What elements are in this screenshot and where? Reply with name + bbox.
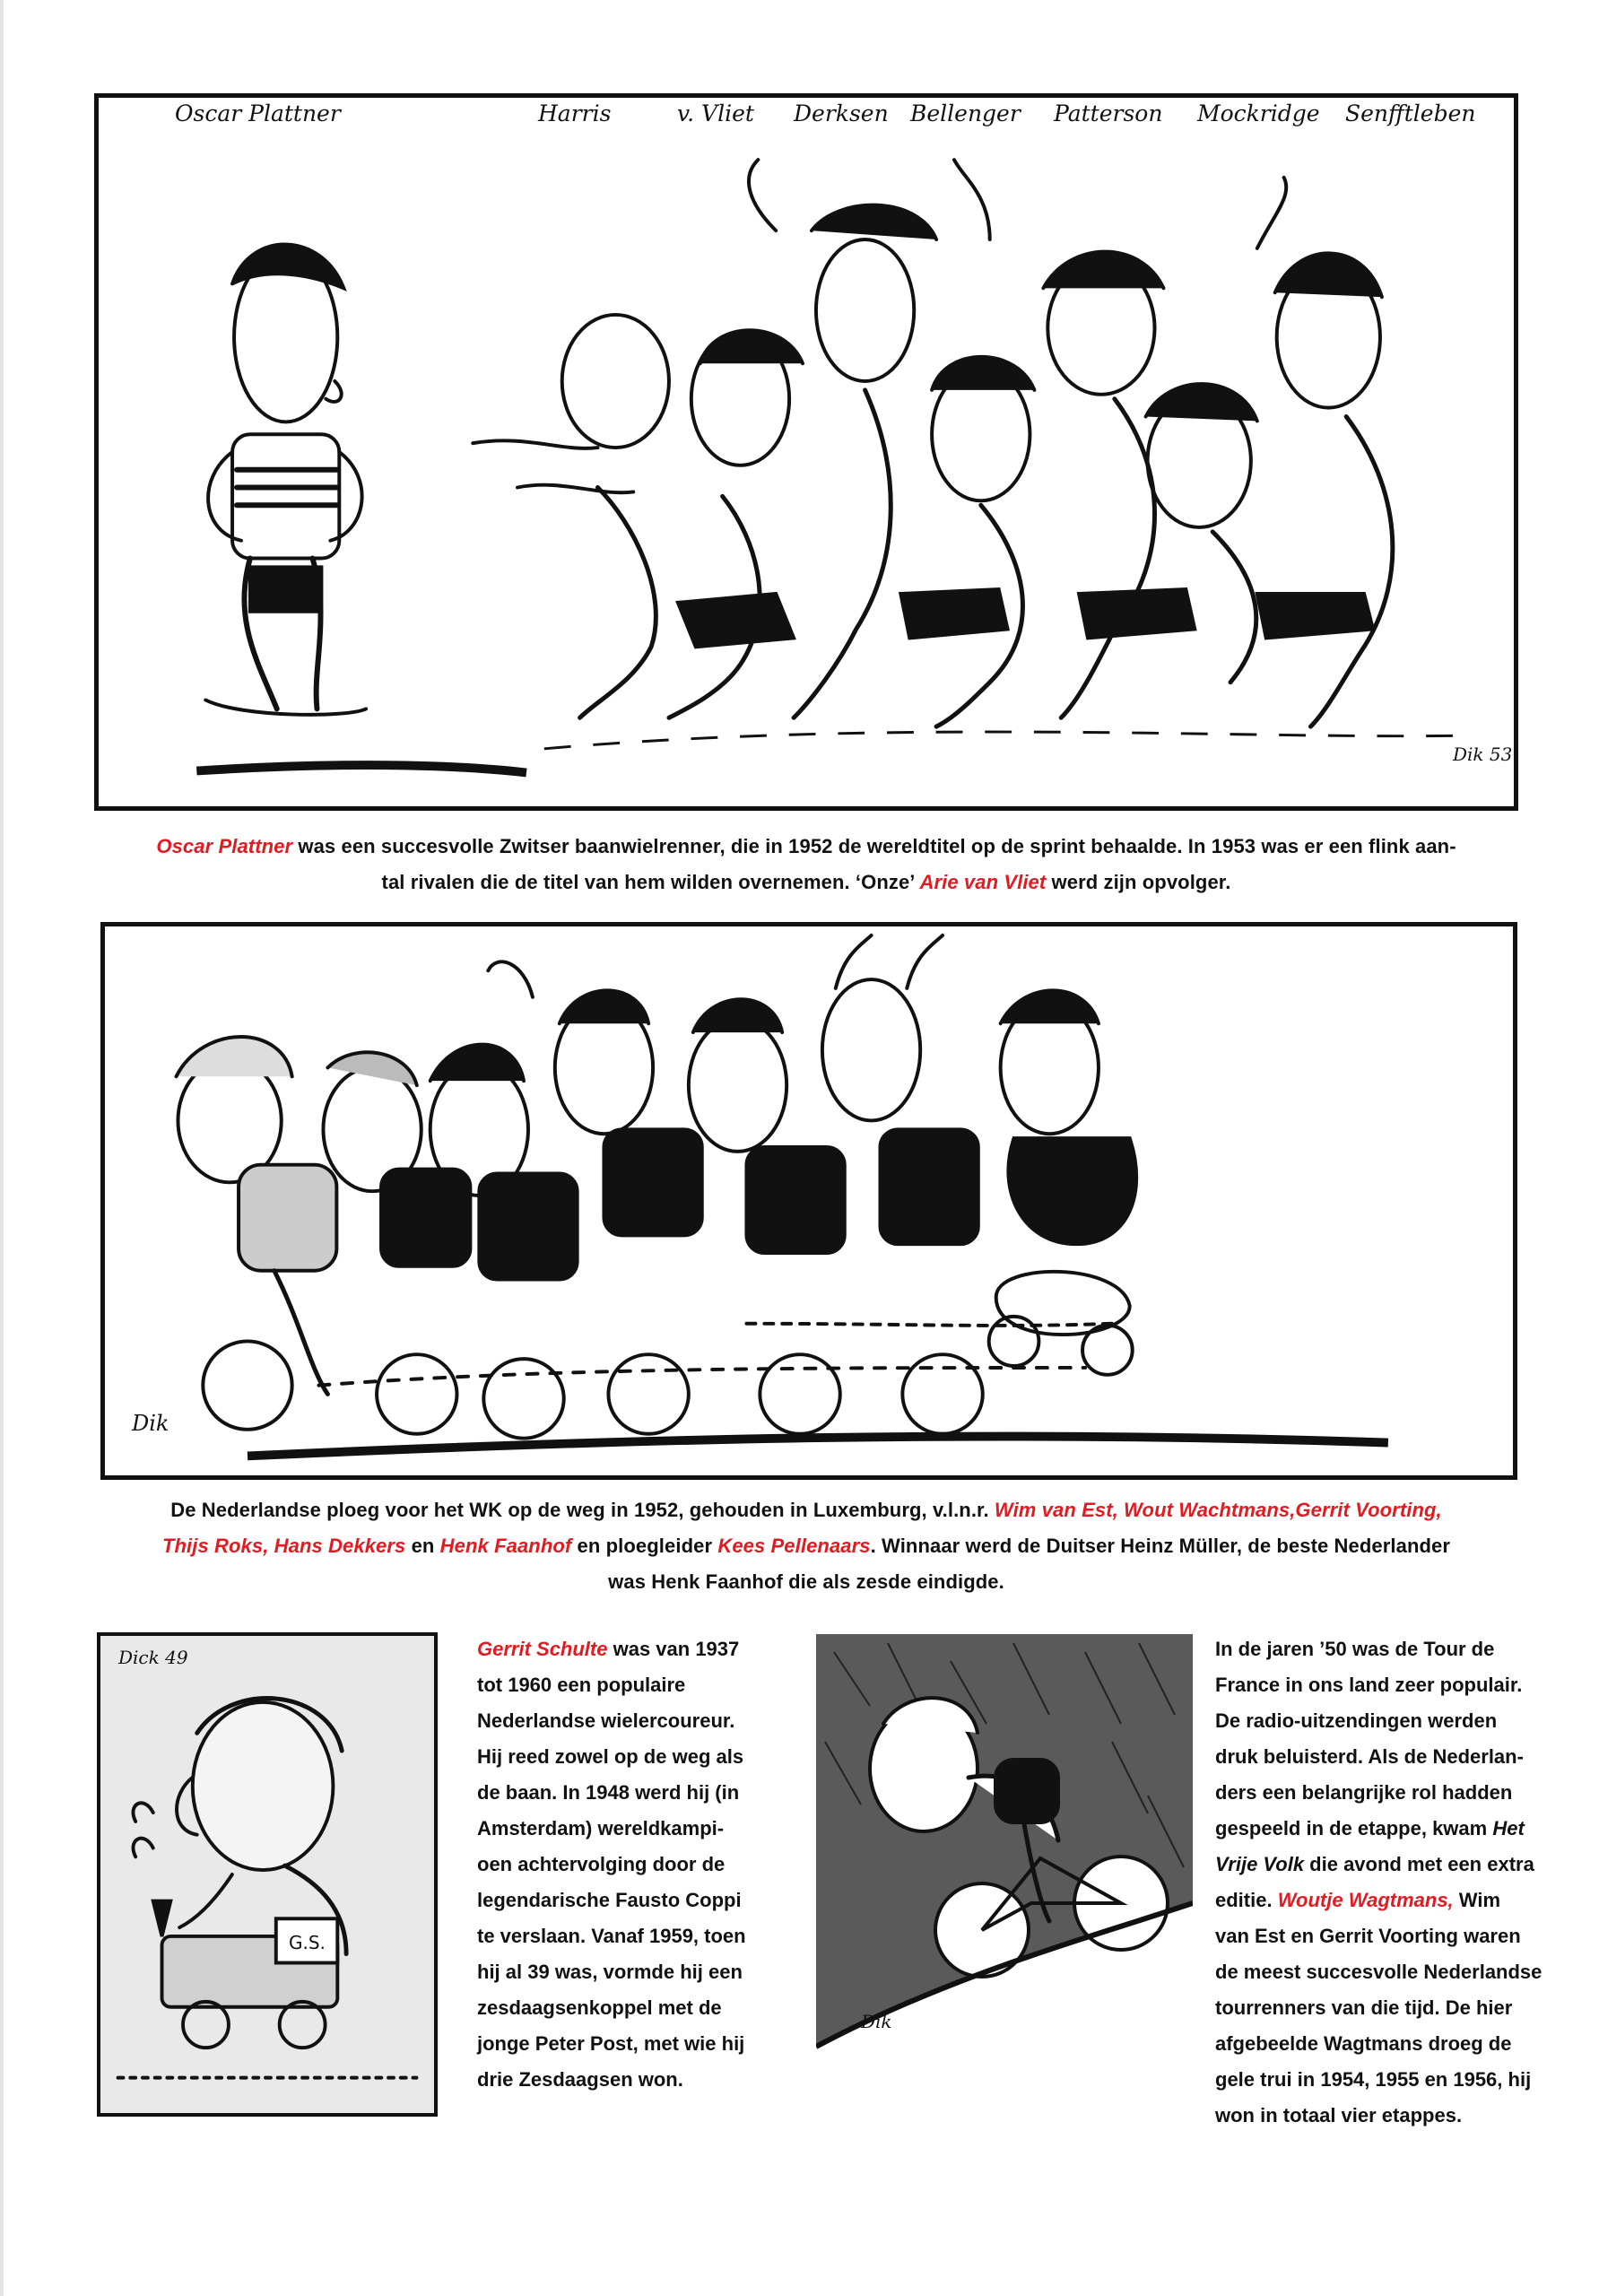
caption1-text-2: tal rivalen die de titel van hem wilden overnemen. ‘Onze’ — [381, 871, 920, 893]
schulte-name: Gerrit Schulte — [477, 1638, 608, 1660]
label-bellenger: Bellenger — [910, 100, 1021, 126]
schulte-line-3: Hij reed zowel op de weg als — [477, 1745, 744, 1768]
label-van-vliet: v. Vliet — [677, 100, 754, 126]
schulte-line-2: Nederlandse wielercoureur. — [477, 1709, 735, 1732]
caption2-text-4: . Winnaar werd de Duitser Heinz Müller, de beste Nederlander — [870, 1535, 1451, 1557]
schulte-line-8: te verslaan. Vanaf 1959, toen — [477, 1925, 746, 1947]
schulte-line-6: oen achtervolging door de — [477, 1853, 726, 1875]
tour-line-10: de meest succesvolle Nederlandse — [1215, 1961, 1543, 1983]
caption2-names-1: Wim van Est, Wout Wachtmans,Gerrit Voorting, — [994, 1499, 1442, 1521]
tour-line-9: van Est en Gerrit Voorting waren — [1215, 1925, 1521, 1947]
tour-line-1: In de jaren ’50 was de Tour de — [1215, 1638, 1495, 1660]
tour-line-4: druk beluisterd. Als de Nederlan- — [1215, 1745, 1524, 1768]
caption2-text-3: en ploegleider — [571, 1535, 718, 1557]
tour-line-14: won in totaal vier etappes. — [1215, 2104, 1463, 2126]
caption-2 — [99, 1492, 1514, 1600]
tour-line-2: France in ons land zeer populair. — [1215, 1674, 1523, 1696]
caption2-name-faanhof: Henk Faanhof — [439, 1535, 572, 1557]
cartoon-schulte — [97, 1632, 438, 2117]
panel1-signature: Dik 53 — [1453, 744, 1513, 765]
schulte-line-9: hij al 39 was, vormde hij een — [477, 1961, 743, 1983]
tour-line-8c: Wim — [1453, 1889, 1501, 1911]
label-senfftleben: Senfftleben — [1345, 100, 1476, 126]
panel2-signature: Dik — [132, 1411, 169, 1436]
cartoon-team — [100, 922, 1517, 1480]
sprinters-drawing — [99, 98, 1514, 806]
label-oscar-plattner: Oscar Plattner — [175, 100, 341, 126]
cartoon-wagtmans — [816, 1634, 1193, 2056]
tour-line-11: tourrenners van die tijd. De hier — [1215, 1996, 1513, 2019]
caption2-names-2: Thijs Roks, Hans Dekkers — [161, 1535, 406, 1557]
wagtmans-drawing — [816, 1634, 1193, 2056]
label-harris: Harris — [538, 100, 612, 126]
label-derksen: Derksen — [794, 100, 889, 126]
caption2-text-1: De Nederlandse ploeg voor het WK op de weg in 1952, gehouden in Luxemburg, v.l.n.r. — [170, 1499, 995, 1521]
schulte-line-12: drie Zesdaagsen won. — [477, 2068, 683, 2091]
schulte-line-0: was van 1937 — [607, 1638, 740, 1660]
tour-line-8a: editie. — [1215, 1889, 1278, 1911]
label-mockridge: Mockridge — [1197, 100, 1320, 126]
tour-name-wagtmans: Woutje Wagtmans, — [1277, 1889, 1454, 1911]
schulte-line-4: de baan. In 1948 werd hij (in — [477, 1781, 740, 1804]
schulte-drawing — [100, 1636, 434, 2113]
schulte-line-1: tot 1960 een populaire — [477, 1674, 686, 1696]
team-drawing — [105, 926, 1513, 1475]
page-edge — [0, 0, 4, 2296]
caption2-text-5: was Henk Faanhof die als zesde eindigde. — [608, 1570, 1004, 1593]
tour-line-13: gele trui in 1954, 1955 en 1956, hij — [1215, 2068, 1532, 2091]
panel4-signature: Dik — [861, 2011, 892, 2032]
cartoon-sprinters — [94, 93, 1518, 811]
caption1-name-van-vliet: Arie van Vliet — [919, 871, 1047, 893]
tour-line-6a: gespeeld in de etappe, kwam — [1215, 1817, 1493, 1839]
tour-line-12: afgebeelde Wagtmans droeg de — [1215, 2032, 1512, 2055]
schulte-line-5: Amsterdam) wereldkampi- — [477, 1817, 725, 1839]
tour-line-6b: Het — [1492, 1817, 1525, 1839]
caption1-name-plattner: Oscar Plattner — [156, 835, 293, 857]
panel3-signature: Dick 49 — [118, 1647, 188, 1668]
panel3-plate: G.S. — [289, 1932, 326, 1953]
caption1-text-3: werd zijn opvolger. — [1046, 871, 1231, 893]
schulte-line-11: jonge Peter Post, met wie hij — [477, 2032, 745, 2055]
tour-text — [1215, 1631, 1556, 2134]
caption-1 — [99, 829, 1514, 900]
caption1-text-1: was een succesvolle Zwitser baanwielrenner, die in 1952 de wereldtitel op de sprint behaalde. In 1953 was er een flink aan- — [292, 835, 1456, 857]
caption2-name-pellenaars: Kees Pellenaars — [717, 1535, 871, 1557]
tour-line-7b: die avond met een extra — [1304, 1853, 1534, 1875]
caption2-text-2: en — [405, 1535, 440, 1557]
tour-line-7a: Vrije Volk — [1215, 1853, 1305, 1875]
schulte-line-10: zesdaagsenkoppel met de — [477, 1996, 722, 2019]
tour-line-5: ders een belangrijke rol hadden — [1215, 1781, 1513, 1804]
schulte-text — [477, 1631, 800, 2098]
schulte-line-7: legendarische Fausto Coppi — [477, 1889, 742, 1911]
tour-line-3: De radio-uitzendingen werden — [1215, 1709, 1498, 1732]
label-patterson: Patterson — [1054, 100, 1163, 126]
